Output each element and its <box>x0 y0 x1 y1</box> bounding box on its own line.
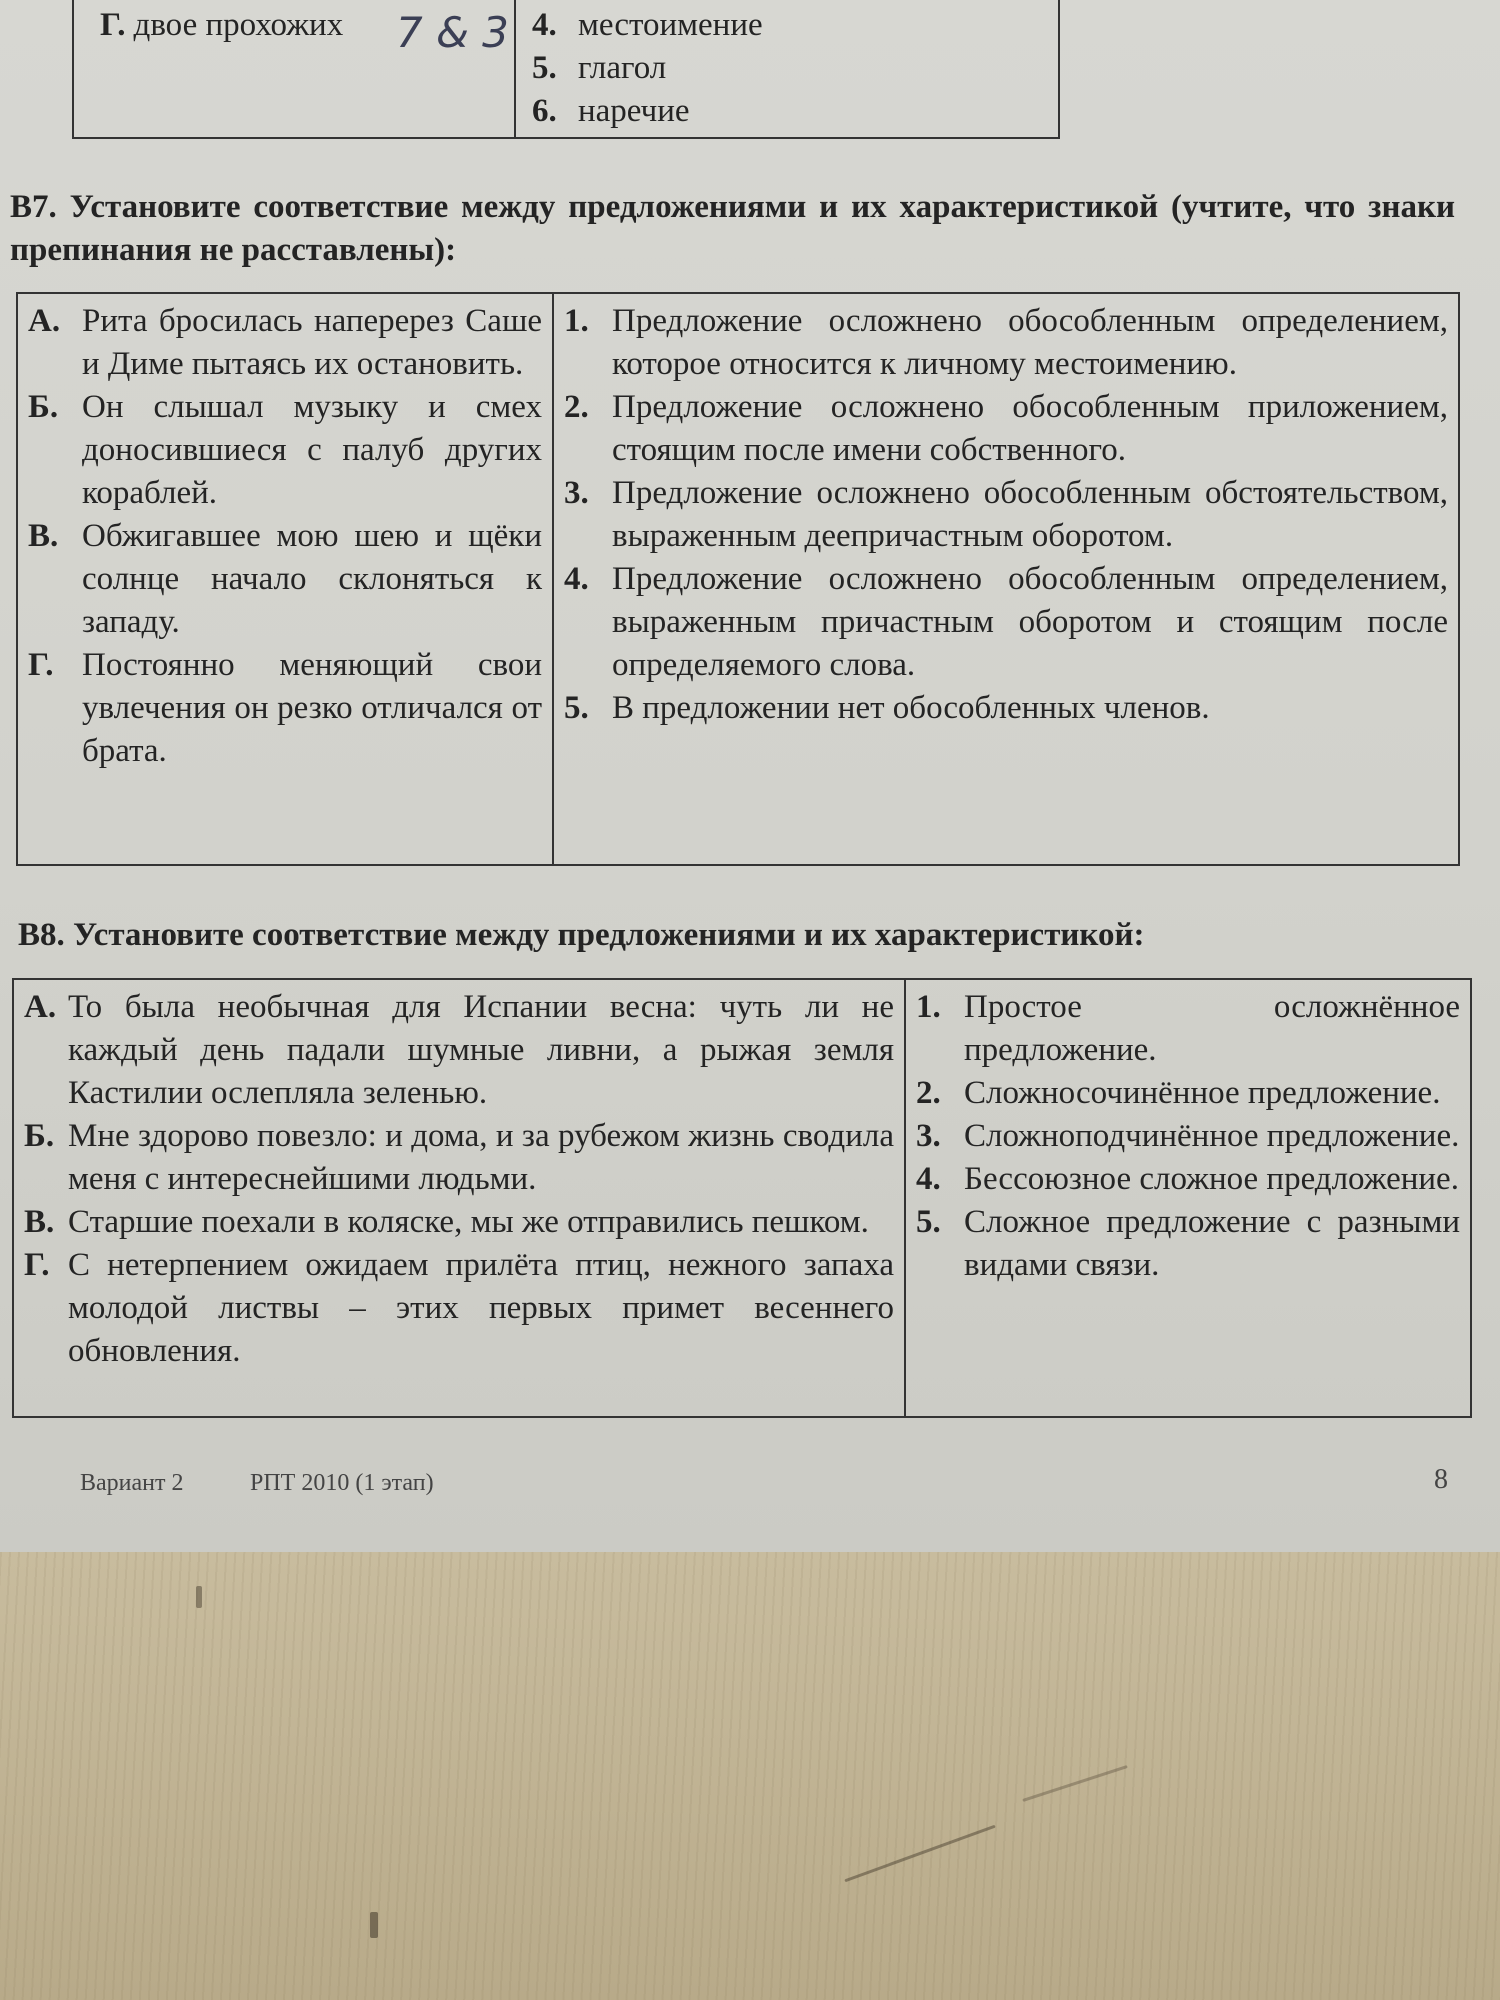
option-text: Предложение осложнено обособленным определением, которое относится к личному местоимению. <box>612 303 1448 382</box>
b7-characteristics-list <box>564 300 1448 730</box>
list-item <box>24 1201 894 1244</box>
b8-characteristics-cell <box>905 979 1471 1417</box>
list-item <box>564 558 1448 687</box>
item-text: То была необычная для Испании весна: чуть ли не каждый день падали шумные ливни, а рыжая земля Кастилии ослепляла зеленью. <box>68 989 894 1111</box>
list-item <box>564 687 1448 730</box>
list-item <box>532 4 1048 47</box>
b8-characteristics-list <box>916 986 1460 1287</box>
previous-task-right-cell <box>515 0 1059 138</box>
b7-sentences-list <box>28 300 542 773</box>
footer-variant: Вариант 2 <box>80 1470 184 1496</box>
handwritten-answer: 7 & 3 <box>396 8 509 57</box>
item-marker: Г. <box>100 7 126 43</box>
option-text: глагол <box>578 50 667 86</box>
option-number: 4. <box>564 561 589 597</box>
list-item <box>532 90 1048 133</box>
list-item <box>28 300 542 386</box>
option-text: Предложение осложнено обособленным определением, выраженным причастным оборотом и стоящим после определяемого слова. <box>612 561 1448 683</box>
item-text: двое прохожих <box>133 7 344 43</box>
item-text: Рита бросилась наперерез Саше и Диме пытаясь их остановить. <box>82 303 542 382</box>
option-number: 2. <box>564 389 589 425</box>
list-item <box>564 300 1448 386</box>
desk-scratch <box>844 1825 995 1883</box>
list-item <box>916 1201 1460 1287</box>
option-text: Предложение осложнено обособленным приложением, стоящим после имени собственного. <box>612 389 1448 468</box>
option-text: Сложное предложение с разными видами связи. <box>964 1204 1460 1283</box>
option-text: Сложносочинённое предложение. <box>964 1075 1441 1111</box>
option-text: Простое осложнённое предложение. <box>964 989 1460 1068</box>
list-item <box>532 47 1048 90</box>
list-item <box>564 472 1448 558</box>
list-item <box>916 1072 1460 1115</box>
list-item <box>24 1115 894 1201</box>
option-text: Сложноподчинённое предложение. <box>964 1118 1460 1154</box>
list-item <box>24 1244 894 1373</box>
option-number: 1. <box>916 989 941 1025</box>
task-b8-table <box>12 978 1472 1418</box>
list-item <box>28 386 542 515</box>
item-marker: Г. <box>28 647 54 683</box>
task-b7-table <box>16 292 1460 866</box>
item-text: Мне здорово повезло: и дома, и за рубежом жизнь сводила меня с интереснейшими людьми. <box>68 1118 894 1197</box>
b8-sentences-list <box>24 986 894 1373</box>
list-item <box>916 986 1460 1072</box>
option-number: 3. <box>564 475 589 511</box>
list-item <box>564 386 1448 472</box>
item-marker: В. <box>24 1204 55 1240</box>
option-number: 4. <box>532 7 557 43</box>
option-text: Предложение осложнено обособленным обстоятельством, выраженным деепричастным оборотом. <box>612 475 1448 554</box>
task-b7-heading: В7. Установите соответствие между предложениями и их характеристикой (учтите, что знаки препинания не расставлены): <box>10 189 1455 268</box>
item-marker: Б. <box>24 1118 55 1154</box>
option-list <box>532 4 1048 133</box>
item-marker: Б. <box>28 389 59 425</box>
item-text: Старшие поехали в коляске, мы же отправились пешком. <box>68 1204 869 1240</box>
desk-scratch <box>196 1586 202 1608</box>
option-number: 4. <box>916 1161 941 1197</box>
option-text: Бессоюзное сложное предложение. <box>964 1161 1459 1197</box>
footer-test-name: РПТ 2010 (1 этап) <box>250 1470 434 1496</box>
b8-sentences-cell <box>13 979 905 1417</box>
list-item <box>28 644 542 773</box>
option-number: 6. <box>532 93 557 129</box>
previous-task-table <box>72 0 1060 139</box>
list-item <box>28 515 542 644</box>
item-marker: Г. <box>24 1247 50 1283</box>
item-text: Обжигавшее мою шею и щёки солнце начало склоняться к западу. <box>82 518 542 640</box>
desk-scratch <box>370 1912 378 1938</box>
option-number: 5. <box>564 690 589 726</box>
item-marker: В. <box>28 518 59 554</box>
option-number: 5. <box>916 1204 941 1240</box>
option-number: 5. <box>532 50 557 86</box>
item-text: Постоянно меняющий свои увлечения он резко отличался от брата. <box>82 647 542 769</box>
item-marker: А. <box>28 303 61 339</box>
item-text: С нетерпением ожидаем прилёта птиц, нежного запаха молодой листвы – этих первых примет весеннего обновления. <box>68 1247 894 1369</box>
item-text: Он слышал музыку и смех доносившиеся с палуб других кораблей. <box>82 389 542 511</box>
desk-background <box>0 1552 1500 2000</box>
list-item <box>24 986 894 1115</box>
option-text: местоимение <box>578 7 763 43</box>
option-number: 1. <box>564 303 589 339</box>
page-number: 8 <box>1434 1464 1448 1495</box>
item-marker: А. <box>24 989 57 1025</box>
option-text: наречие <box>578 93 690 129</box>
option-number: 3. <box>916 1118 941 1154</box>
b7-characteristics-cell <box>553 293 1459 865</box>
task-b8-heading: В8. Установите соответствие между предложениями и их характеристикой: <box>18 917 1145 953</box>
option-number: 2. <box>916 1075 941 1111</box>
desk-scratch <box>1022 1765 1128 1802</box>
list-item <box>916 1115 1460 1158</box>
option-text: В предложении нет обособленных членов. <box>612 690 1210 726</box>
list-item <box>916 1158 1460 1201</box>
b7-sentences-cell <box>17 293 553 865</box>
